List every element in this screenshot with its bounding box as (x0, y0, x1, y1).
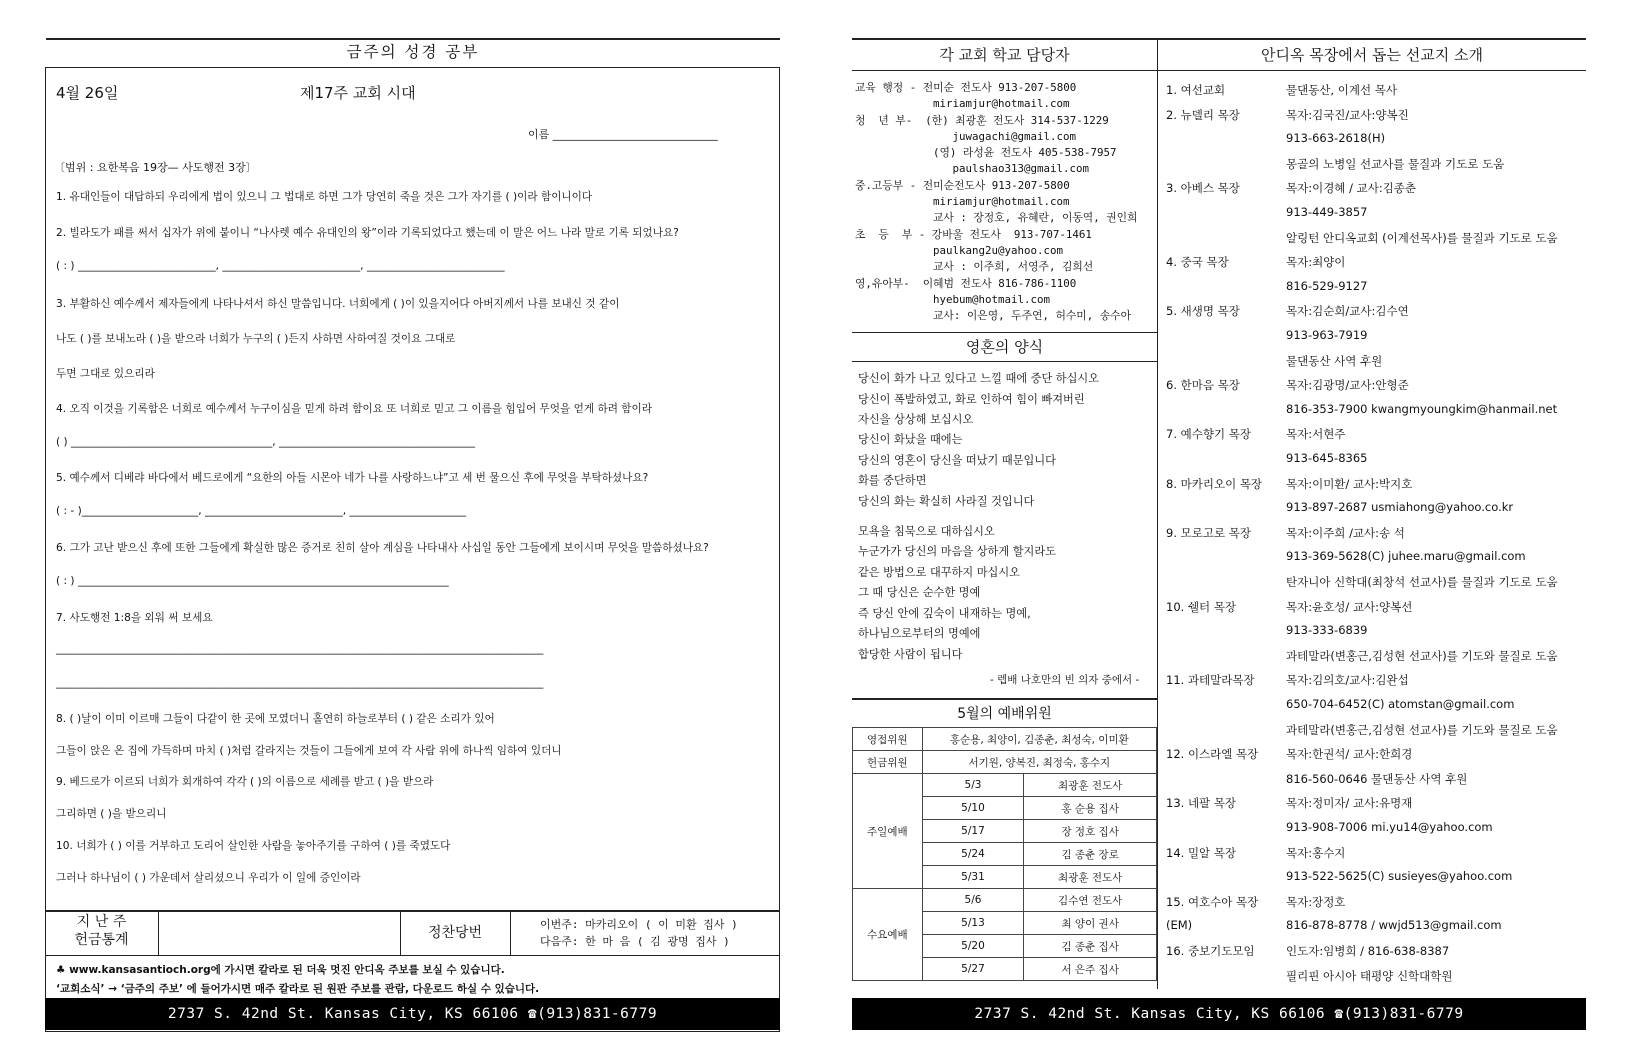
service-date: 5/20 (922, 935, 1024, 958)
meditation-line: 화를 중단하면 (858, 474, 927, 487)
mission-detail: 650-704-6452(C) atomstan@gmail.com (1286, 697, 1515, 711)
mission-detail: 913-908-7006 mi.yu14@yahoo.com (1286, 820, 1493, 834)
mission-detail: 목자:서현주 (1286, 427, 1346, 442)
mission-row (1166, 820, 1586, 838)
service-date: 5/3 (922, 774, 1024, 797)
staff-line: paulkang2u@yahoo.com (855, 243, 1064, 257)
mission-row (1166, 795, 1586, 813)
staff-line: miriamjur@hotmail.com (855, 97, 1070, 111)
mission-row (1166, 918, 1586, 936)
mission-group: 15. 여호수아 목장 (1166, 894, 1259, 909)
divider (510, 911, 511, 955)
meditation-line: 합당한 사람이 됩니다 (858, 648, 963, 661)
mission-row (1166, 845, 1586, 863)
row-value: 홍순용, 최양이, 김종춘, 최성숙, 이미환 (922, 728, 1156, 751)
church-address-footer: 2737 S. 42nd St. Kansas City, KS 66106 ☎(913)831-6779 (852, 998, 1586, 1030)
mission-detail: 목자:장정호 (1286, 894, 1346, 909)
mission-detail: 816-878-8778 / wwjd513@gmail.com (1286, 918, 1502, 933)
question-line: 8. ( )날이 이미 이르매 그들이 다같이 한 곳에 모였더니 홀연히 하늘로부터 ( ) 같은 소리가 있어 (56, 713, 495, 725)
meditation-line: 자신을 상상해 보십시오 (858, 413, 974, 426)
service-preacher: 김 종춘 장로 (1024, 843, 1157, 866)
mission-row (1166, 697, 1586, 715)
mission-detail: 913-663-2618(H) (1286, 131, 1386, 146)
mission-detail: 과테말라(변홍근,김성현 선교사)를 기도와 물질로 도움 (1286, 722, 1558, 737)
mission-detail: 목자:윤호성/ 교사:양복선 (1286, 599, 1413, 614)
school-staff-list (855, 80, 1138, 324)
mission-row (1166, 254, 1586, 272)
mission-row (1166, 107, 1586, 125)
mission-row (1166, 648, 1586, 666)
staff-line: 초 등 부 - 강바울 전도사 913-707-1461 (855, 227, 1092, 241)
mission-row (1166, 82, 1586, 100)
mission-detail: 913-963-7919 (1286, 328, 1368, 342)
question-line: 9. 베드로가 이르되 너희가 회개하여 각각 ( )의 이름으로 세례를 받고 ( )을 받으라 (56, 776, 434, 788)
divider (158, 911, 159, 955)
question-line: 그들이 앉은 온 집에 가득하며 마치 ( )처럼 갈라지는 것들이 그들에게 보여 각 사람 위에 하나씩 임하여 있더니 (56, 745, 562, 757)
service-preacher: 장 정호 집사 (1024, 820, 1157, 843)
mission-group: 12. 이스라엘 목장 (1166, 747, 1259, 762)
mission-detail: 물댄동산 사역 후원 (1286, 353, 1383, 368)
service-date: 5/17 (922, 820, 1024, 843)
service-date: 5/27 (922, 958, 1024, 981)
question-line: 1. 유대인들이 대답하되 우리에게 법이 있으니 그 법대로 하면 그가 당연히 죽을 것은 그가 자기를 ( )이라 함이니이다 (56, 191, 593, 203)
mission-detail: 필리핀 아시아 태평양 신학대학원 (1286, 968, 1453, 983)
question-line: 그러나 하나님이 ( ) 가운데서 살리셨으니 우리가 이 일에 증인이라 (56, 872, 361, 884)
meditation-line: 당신의 화는 확실히 사라질 것입니다 (858, 495, 1035, 508)
mission-detail: 목자:이주희 /교사:송 석 (1286, 525, 1405, 540)
question-line: 2. 빌라도가 패를 써서 십자가 위에 붙이니 “나사렛 예수 유대인의 왕”이라 기록되었다고 했는데 이 말은 어느 나라 말로 기록 되었나요? (56, 227, 679, 239)
question-line: 4. 오직 이것을 기록함은 너희로 예수께서 누구이심을 믿게 하려 함이요 또 너희로 믿고 그 이름을 힘입어 무엇을 얻게 하려 함이라 (56, 403, 652, 415)
mission-row (1166, 328, 1586, 346)
mission-row (1166, 968, 1586, 986)
divider (1157, 70, 1586, 71)
scripture-range: 〔범위 : 요한복음 19장— 사도행전 3장〕 (54, 161, 257, 174)
service-date: 5/31 (922, 866, 1024, 889)
mission-detail: 913-369-5628(C) juhee.maru@gmail.com (1286, 549, 1526, 564)
mission-row (1166, 549, 1586, 567)
bible-study-header: 금주의 성경 공부 (346, 43, 480, 61)
mission-detail: 목자:최양이 (1286, 255, 1346, 270)
question-line: 5. 예수께서 디베랴 바다에서 베드로에게 “요한의 아들 시몬아 네가 나를 사랑하느냐”고 세 번 물으신 후에 무엇을 부탁하셨나요? (56, 472, 649, 484)
mission-row (1166, 599, 1586, 617)
answer-line: ____________________________________________________________________________________________ (56, 643, 544, 655)
question-line: 6. 그가 고난 받으신 후에 또한 그들에게 확실한 많은 증거로 친히 살아 계심을 나타내사 사십일 동안 그들에게 보이시며 무엇을 말씀하셨나요? (56, 542, 709, 554)
mission-group: 16. 중보기도모임 (1166, 944, 1255, 958)
column-divider (1157, 39, 1158, 989)
mission-detail: 몽골의 노병일 선교사를 물질과 기도로 도움 (1286, 156, 1505, 171)
mission-group: 1. 여선교회 (1166, 83, 1226, 97)
row-value: 서기원, 양복진, 최정숙, 홍수지 (922, 751, 1156, 774)
mission-row (1166, 476, 1586, 494)
divider (45, 910, 780, 912)
answer-line: ( ) ______________________________________, _____________________________________ (56, 436, 476, 448)
meditation-line: 그 때 당신은 순수한 명예 (858, 586, 981, 599)
download-note: ‘교회소식’ → ‘금주의 주보’ 에 들어가시면 매주 칼라로 된 원판 주보를 관람, 다운로드 하실 수 있습니다. (56, 983, 540, 995)
mission-group: 13. 네팔 목장 (1166, 796, 1237, 811)
mission-detail: 913-522-5625(C) susieyes@yahoo.com (1286, 869, 1513, 884)
meditation-line: 같은 방법으로 대꾸하지 마십시오 (858, 566, 1020, 579)
answer-line: ( : ) __________________________, __________________________, __________________________ (56, 260, 505, 272)
staff-line: juwagachi@gmail.com (855, 129, 1077, 143)
mission-detail: 목자:김광명/교사:안형준 (1286, 378, 1409, 393)
lesson-title: 제17주 교회 시대 (300, 84, 416, 102)
mission-detail: 탄자니아 신학대(최창석 선교사)를 물질과 기도로 도움 (1286, 575, 1558, 589)
mission-row (1166, 303, 1586, 321)
staff-line: 영,유아부- 이혜범 전도사 816-786-1100 (855, 276, 1077, 290)
service-preacher: 최 양이 권사 (1024, 912, 1157, 935)
mission-row (1166, 279, 1586, 297)
meditation-line: 당신이 폭발하였고, 화로 인하여 힘이 빠져버린 (858, 393, 1085, 406)
table-row (853, 751, 1157, 774)
divider (852, 698, 1157, 700)
school-staff-header: 각 교회 학교 담당자 (939, 46, 1070, 64)
meditation-line: 당신이 화났을 때에는 (858, 433, 963, 446)
service-preacher: 최광훈 전도사 (1024, 866, 1157, 889)
mission-detail: 과테말라(변홍근,김성현 선교사)를 기도와 물질로 도움 (1286, 648, 1558, 663)
mission-group: 5. 새생명 목장 (1166, 304, 1240, 319)
meditation-header: 영혼의 양식 (965, 338, 1044, 356)
mission-row (1166, 131, 1586, 149)
service-preacher: 서 은주 집사 (1024, 958, 1157, 981)
row-label: 헌금위원 (853, 751, 923, 774)
mission-detail: 913-645-8365 (1286, 451, 1368, 465)
mission-detail: 913-897-2687 usmiahong@yahoo.co.kr (1286, 500, 1514, 515)
mission-row (1166, 525, 1586, 543)
service-date: 5/13 (922, 912, 1024, 935)
mission-detail: 목자:홍수지 (1286, 845, 1346, 860)
mission-detail: 물댄동산, 이계선 목사 (1286, 83, 1397, 97)
answer-line: ____________________________________________________________________________________________ (56, 677, 544, 689)
choir-label: 정찬당번 (427, 925, 483, 941)
mission-row (1166, 894, 1586, 912)
choir-this-week: 이번주: 마카리오이 ( 이 미환 집사 ) (540, 918, 738, 931)
service-preacher: 김 종춘 집사 (1024, 935, 1157, 958)
staff-line: 교사 : 장정호, 유혜란, 이동역, 권인희 (855, 211, 1138, 225)
meditation-source: - 렙배 나호만의 빈 의자 중에서 - (990, 674, 1140, 686)
mission-group: 9. 모로고로 목장 (1166, 525, 1251, 540)
worship-committee-table (852, 727, 1157, 981)
mission-group: 2. 뉴델리 목장 (1166, 107, 1240, 122)
service-preacher: 김수연 전도사 (1024, 889, 1157, 912)
mission-row (1166, 205, 1586, 223)
mission-row (1166, 377, 1586, 395)
mission-detail: 인도자:임병희 / 816-638-8387 (1286, 944, 1450, 958)
mission-detail: 목자:김의호/교사:김완섭 (1286, 673, 1409, 688)
mission-group: 8. 마카리오이 목장 (1166, 476, 1263, 491)
question-line: 나도 ( )를 보내노라 ( )을 받으라 너희가 누구의 ( )든지 사하면 사하여질 것이요 그대로 (56, 333, 456, 345)
service-date: 5/24 (922, 843, 1024, 866)
mission-detail: 목자:이미환/ 교사:박지호 (1286, 476, 1413, 491)
website-note: ♣ www.kansasantioch.org에 가시면 칼라로 된 더욱 멋진 안디옥 주보를 보실 수 있습니다. (56, 964, 505, 976)
mission-detail: 목자:김순희/교사:김수연 (1286, 304, 1409, 319)
mission-group: 11. 과테말라목장 (1166, 673, 1255, 688)
mission-row (1166, 451, 1586, 469)
mission-detail: 목자:정미자/ 교사:유명재 (1286, 796, 1413, 811)
mission-list (1166, 82, 1586, 982)
service-date: 5/10 (922, 797, 1024, 820)
meditation-line: 누군가가 당신의 마음을 상하게 할지라도 (858, 545, 1056, 558)
mission-row (1166, 623, 1586, 641)
question-line: 3. 부활하신 예수께서 제자들에게 나타나셔서 하신 말씀입니다. 너희에게 ( )이 있을지어다 아버지께서 나를 보내신 것 같이 (56, 298, 620, 310)
offering-label-line2: 헌금통계 (74, 932, 129, 948)
offering-label (45, 913, 158, 949)
mission-row (1166, 500, 1586, 518)
mission-group: 3. 아베스 목장 (1166, 181, 1240, 196)
mission-row (1166, 574, 1586, 592)
mission-row (1166, 180, 1586, 198)
meditation-line: 모욕을 침묵으로 대하십시오 (858, 525, 995, 538)
mission-row (1166, 869, 1586, 887)
staff-line: hyebum@hotmail.com (855, 292, 1051, 306)
table-row (853, 889, 1157, 912)
staff-line: 교육 행정 - 전미순 전도사 913-207-5800 (855, 81, 1077, 94)
sunday-service-label: 주일예배 (853, 774, 923, 889)
mission-group: 7. 예수향기 목장 (1166, 427, 1251, 442)
study-date: 4월 26일 (56, 84, 119, 102)
table-row (853, 774, 1157, 797)
mission-detail: 목자:이경혜 / 교사:김종춘 (1286, 181, 1417, 196)
mission-detail: 913-449-3857 (1286, 205, 1368, 219)
meditation-line: 당신의 영혼이 당신을 떠났기 때문입니다 (858, 454, 1056, 467)
mission-row (1166, 230, 1586, 248)
choir-next-week: 다음주: 한 마 음 ( 김 광명 집사 ) (540, 935, 730, 948)
name-field: 이름 ______________________________ (528, 128, 718, 141)
wednesday-service-label: 수요예배 (853, 889, 923, 981)
mission-group: 6. 한마음 목장 (1166, 378, 1240, 393)
meditation-line: 하나님으로부터의 명예에 (858, 627, 981, 640)
mission-row (1166, 943, 1586, 961)
answer-line: ( : - )______________________, __________________________, ______________________ (56, 505, 467, 517)
mission-detail: 목자:한권석/ 교사:한희경 (1286, 747, 1413, 762)
service-preacher: 홍 순용 집사 (1024, 797, 1157, 820)
mission-row (1166, 771, 1586, 789)
mission-detail: 알링턴 안디옥교회 (이계선목사)를 물질과 기도로 도움 (1286, 230, 1558, 245)
divider (852, 70, 1157, 71)
top-rule (852, 38, 1586, 40)
mission-row (1166, 353, 1586, 371)
meditation-line: 즉 당신 안에 깊숙이 내재하는 명예, (858, 607, 1031, 620)
mission-detail: 816-353-7900 kwangmyoungkim@hanmail.net (1286, 401, 1558, 416)
service-date: 5/6 (922, 889, 1024, 912)
divider (852, 361, 1157, 362)
mission-detail: 816-529-9127 (1286, 278, 1368, 293)
staff-line: 청 년 부- (한) 최광훈 전도사 314-537-1229 (855, 113, 1109, 127)
mission-group: (EM) (1166, 918, 1193, 933)
mission-row (1166, 156, 1586, 174)
staff-line: paulshao313@gmail.com (855, 162, 1090, 176)
mission-row (1166, 672, 1586, 690)
mission-row (1166, 402, 1586, 420)
row-label: 영접위원 (853, 728, 923, 751)
mission-row (1166, 746, 1586, 764)
mission-group: 14. 밀알 목장 (1166, 845, 1237, 860)
service-preacher: 최광훈 전도사 (1024, 774, 1157, 797)
mission-group: 10. 쉘터 목장 (1166, 599, 1237, 614)
question-line: 두면 그대로 있으리라 (56, 368, 155, 380)
mission-detail: 목자:김국진/교사:양복진 (1286, 107, 1409, 122)
question-line: 10. 너희가 ( ) 이를 거부하고 도리어 살인한 사람을 놓아주기를 구하여 ( )를 죽였도다 (56, 840, 451, 852)
mission-row (1166, 722, 1586, 740)
staff-line: 교사: 이은영, 두주연, 허수미, 송수아 (855, 309, 1132, 323)
staff-line: 중.고등부 - 전미순전도사 913-207-5800 (855, 178, 1070, 192)
divider (852, 332, 1157, 333)
mission-detail: 913-333-6839 (1286, 623, 1368, 638)
staff-line: (영) 라성윤 전도사 405-538-7957 (855, 146, 1117, 160)
meditation-line: 당신이 화가 나고 있다고 느낄 때에 중단 하십시오 (858, 372, 1100, 385)
answer-line: ( : ) ______________________________________________________________________ (56, 575, 449, 587)
offering-label-line1: 지 난 주 (76, 914, 127, 930)
church-address-footer: 2737 S. 42nd St. Kansas City, KS 66106 ☎(913)831-6779 (45, 998, 780, 1030)
mission-header: 안디옥 목장에서 돕는 선교지 소개 (1261, 46, 1483, 64)
staff-line: 교사 : 이주희, 서영주, 김희선 (855, 260, 1094, 274)
question-line: 7. 사도행전 1:8을 외워 써 보세요 (56, 612, 213, 624)
staff-line: miriamjur@hotmail.com (855, 195, 1070, 209)
worship-committee-header: 5월의 예배위원 (957, 706, 1052, 722)
mission-detail: 816-560-0646 물댄동산 사역 후원 (1286, 771, 1468, 786)
mission-row (1166, 426, 1586, 444)
divider (45, 955, 780, 956)
question-line: 그리하면 ( )을 받으리니 (56, 808, 167, 820)
table-row (853, 728, 1157, 751)
mission-group: 4. 중국 목장 (1166, 255, 1229, 270)
